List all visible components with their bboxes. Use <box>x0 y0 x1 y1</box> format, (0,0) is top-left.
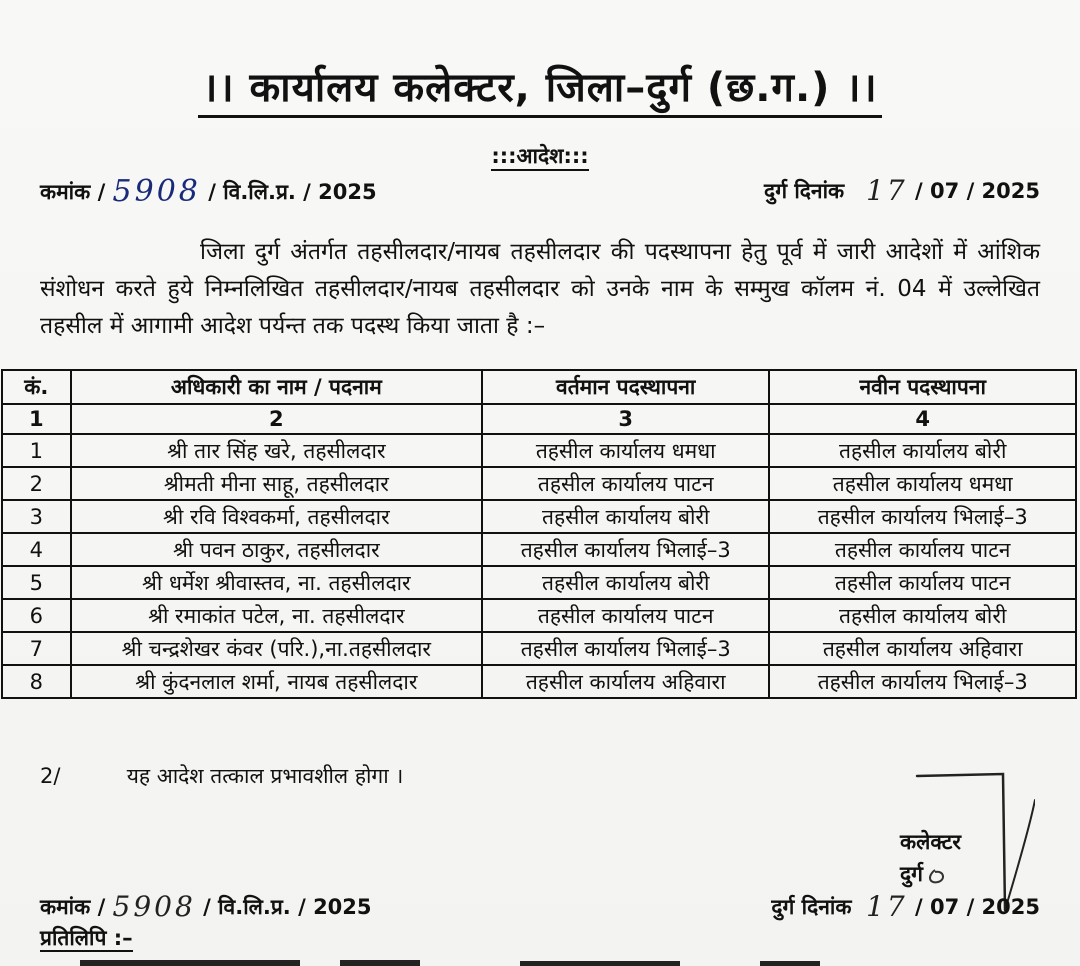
order-reference-line <box>40 172 1040 207</box>
copy-order-number: कमांक / 5908 / वि.लि.प्र. / 2025 <box>40 890 372 923</box>
header-current-posting: वर्तमान पदस्थापना <box>482 370 769 404</box>
table-row: 2 श्रीमती मीना साहू, तहसीलदार तहसील कार्यालय पाटन तहसील कार्यालय धमधा <box>2 467 1076 500</box>
signatory-place: दुर्ग <box>900 862 923 886</box>
table-row: 5 श्री धर्मेश श्रीवास्तव, ना. तहसीलदार तहसील कार्यालय बोरी तहसील कार्यालय पाटन <box>2 566 1076 599</box>
handwritten-date-day: 17 <box>866 174 908 207</box>
table-row: 4 श्री पवन ठाकुर, तहसीलदार तहसील कार्यालय भिलाई–3 तहसील कार्यालय पाटन <box>2 533 1076 566</box>
table-row: 3 श्री रवि विश्वकर्मा, तहसीलदार तहसील कार्यालय बोरी तहसील कार्यालय भिलाई–3 <box>2 500 1076 533</box>
table-row: 7 श्री चन्द्रशेखर कंवर (परि.),ना.तहसीलदार तहसील कार्यालय भिलाई–3 तहसील कार्यालय अहिवारा <box>2 632 1076 665</box>
table-header-row <box>2 370 1076 404</box>
handwritten-copy-date-day: 17 <box>866 890 908 923</box>
intro-paragraph: जिला दुर्ग अंतर्गत तहसीलदार/नायब तहसीलदार की पदस्थापना हेतु पूर्व में जारी आदेशों में आंशिक संशोधन करते हुये निम्नलिखित तहसीलदार/नायब तहसीलदार को उनके नाम के सम्मुख कॉलम नं. 04 में उल्लेखित तहसील में आगामी आदेश पर्यन्त तक पदस्थ किया जाता है :– <box>40 239 1040 339</box>
handwritten-order-number: 5908 <box>112 174 201 209</box>
document-title: ।। कार्यालय कलेक्टर, जिला–दुर्ग (छ.ग.) ।। <box>0 58 1080 113</box>
header-officer-name: अधिकारी का नाम / पदनाम <box>71 370 482 404</box>
copy-to-label: प्रतिलिपि :– <box>40 926 133 950</box>
table-row: 8 श्री कुंदनलाल शर्मा, नायब तहसीलदार तहसील कार्यालय अहिवारा तहसील कार्यालय भिलाई–3 <box>2 665 1076 698</box>
signatory-designation: कलेक्टर <box>900 830 961 854</box>
header-serial: कं. <box>2 370 71 404</box>
order-number: कमांक / 5908 / वि.लि.प्र. / 2025 <box>40 174 377 209</box>
order-heading: :::आदेश::: <box>0 142 1080 170</box>
posting-table <box>1 369 1077 699</box>
header-new-posting: नवीन पदस्थापना <box>769 370 1076 404</box>
handwritten-copy-number: 5908 <box>112 890 196 923</box>
point-2: 2/ यह आदेश तत्काल प्रभावशील होगा । <box>40 764 404 788</box>
cropped-text-remnant <box>40 956 1040 966</box>
order-date: दुर्ग दिनांक 17 / 07 / 2025 <box>764 174 1040 207</box>
table-row: 1 श्री तार सिंह खरे, तहसीलदार तहसील कार्यालय धमधा तहसील कार्यालय बोरी <box>2 434 1076 467</box>
table-row: 6 श्री रमाकांत पटेल, ना. तहसीलदार तहसील कार्यालय पाटन तहसील कार्यालय बोरी <box>2 599 1076 632</box>
column-number-row: 1 2 3 4 <box>2 404 1076 434</box>
copy-order-date: दुर्ग दिनांक 17 / 07 / 2025 <box>771 890 1040 923</box>
copy-reference-line <box>40 888 1040 921</box>
